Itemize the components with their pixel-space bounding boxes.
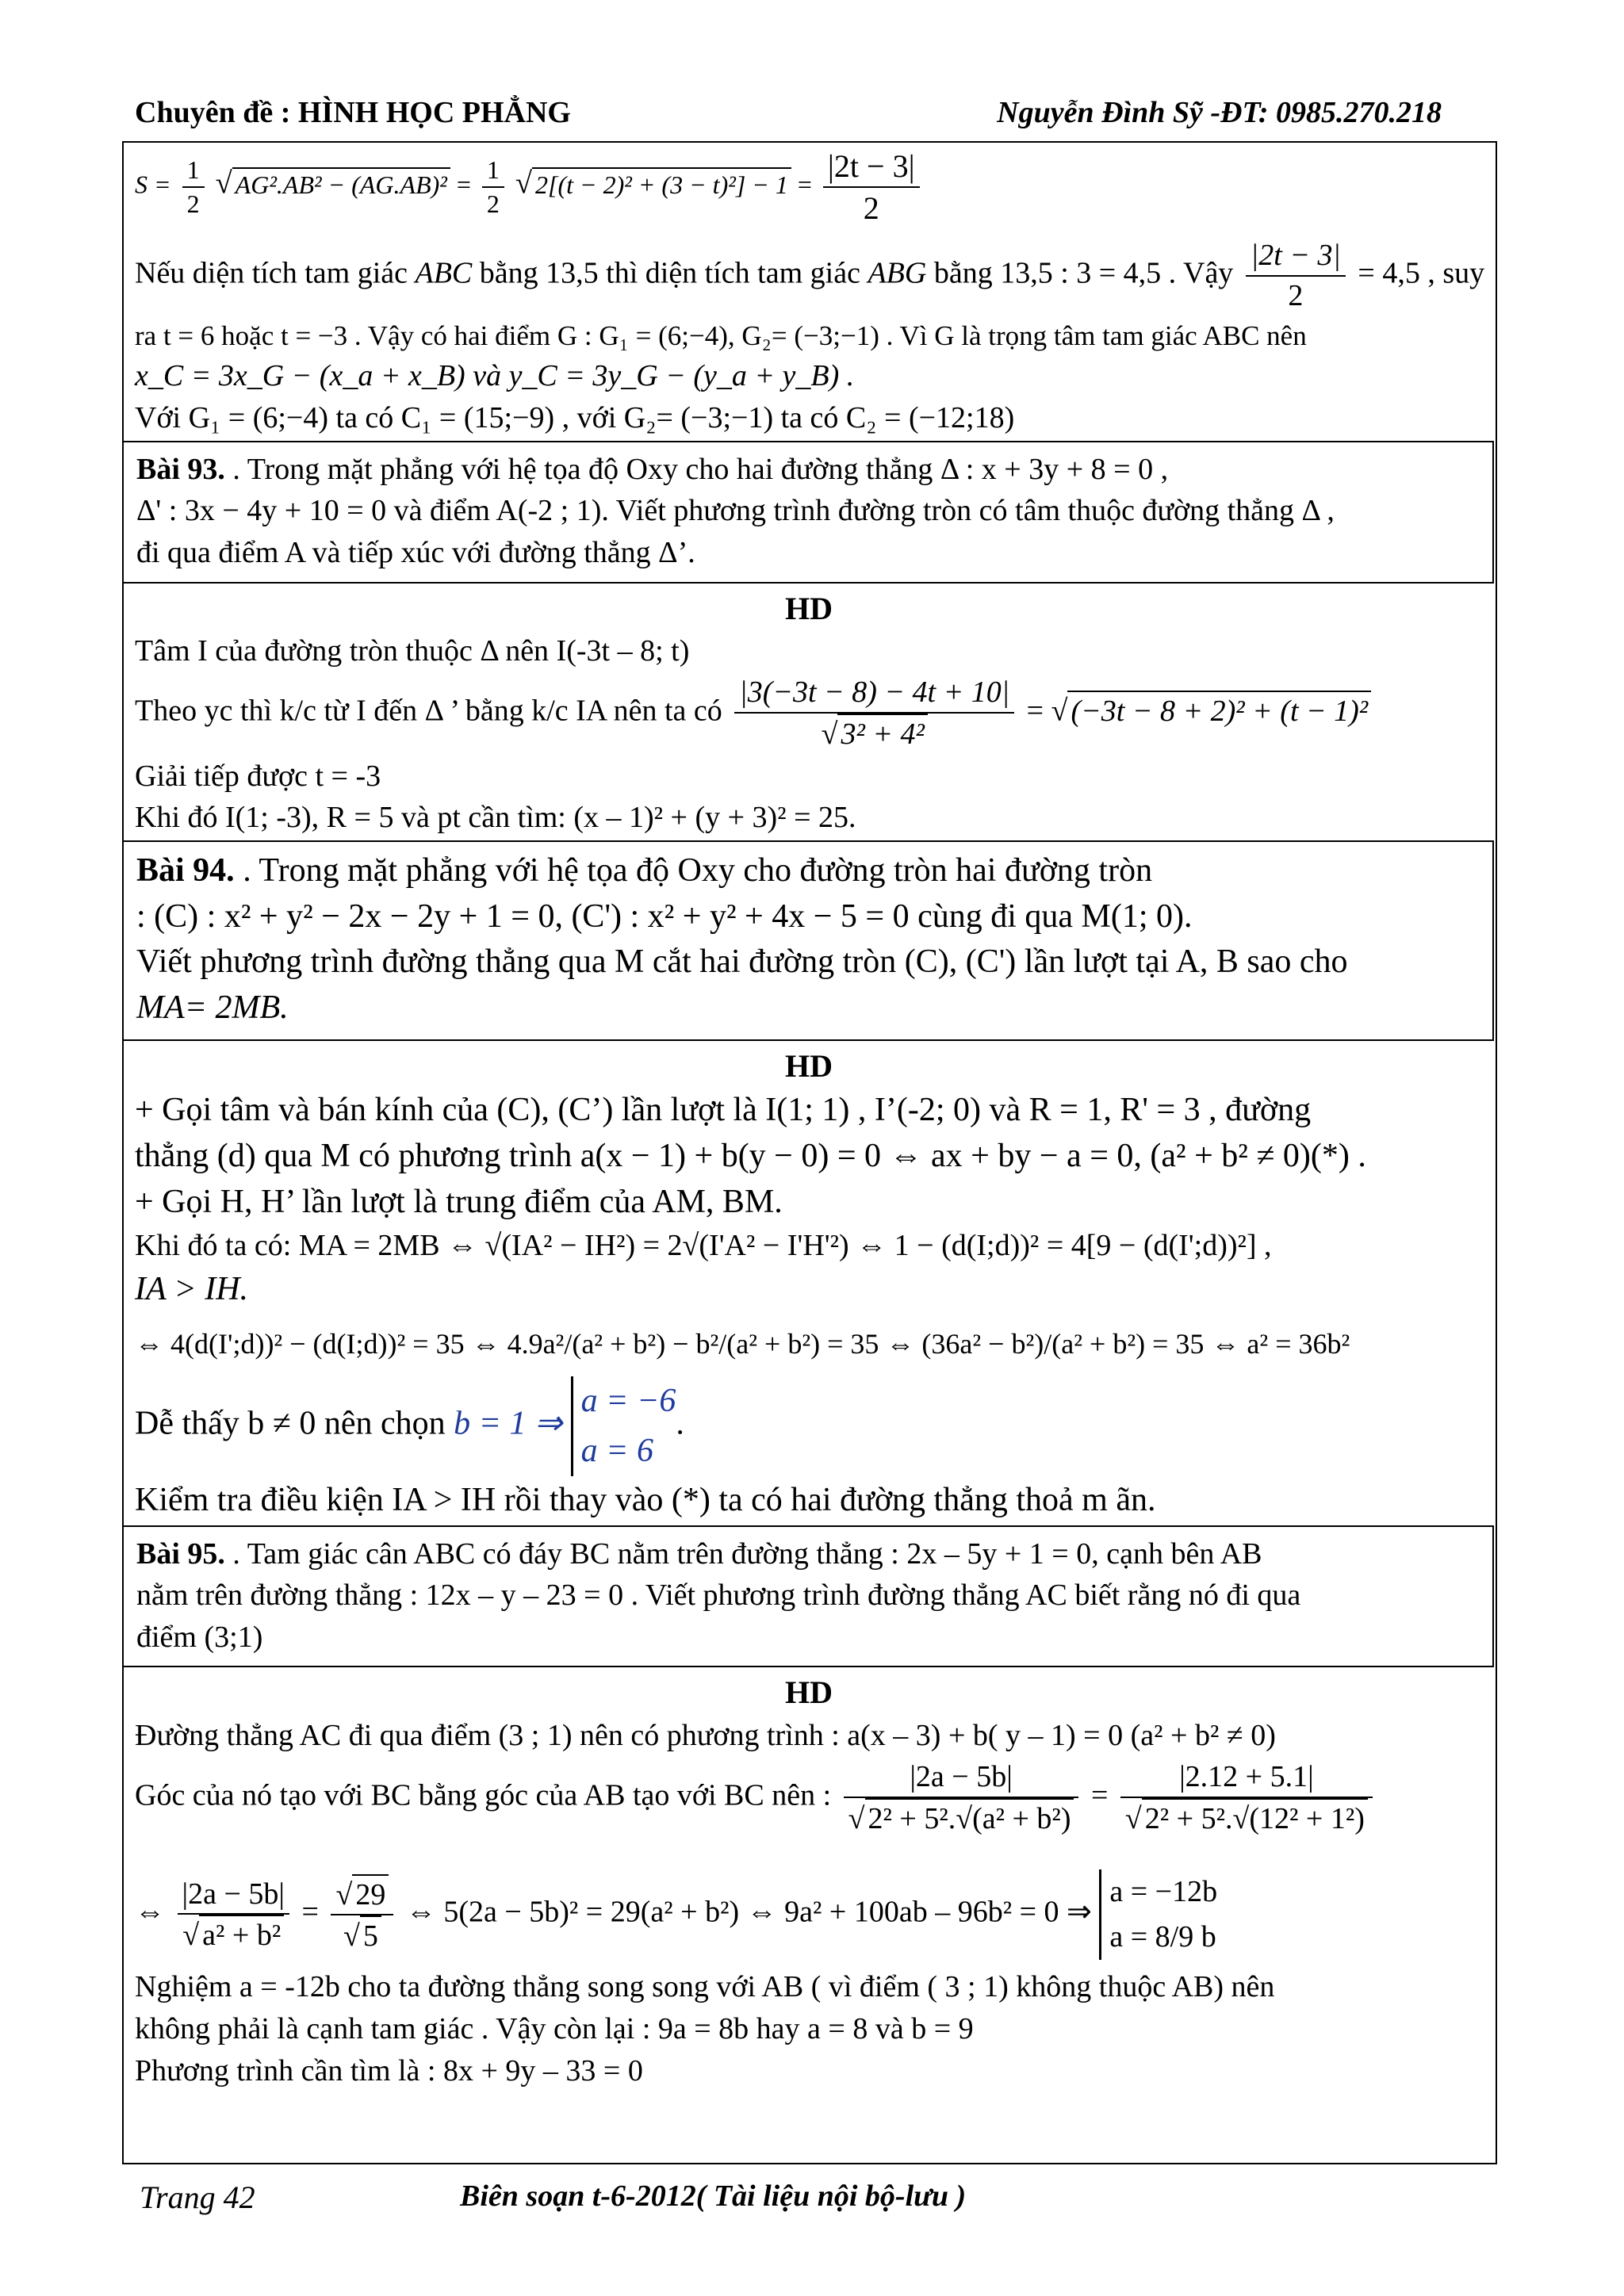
solution-line: Khi đó ta có: MA = 2MB ⇔ √(IA² − IH²) = 2√(I'A² − I'H'²) ⇔ 1 − (d(I;d))² = 4[9 − (d(I';d))²] ,	[135, 1229, 1272, 1263]
solution-line: + Gọi H, H’ lần lượt là trung điểm của AM, BM.	[135, 1183, 783, 1220]
problem-text: điểm (3;1)	[136, 1620, 263, 1654]
footer-note: Biên soạn t-6-2012( Tài liệu nội bộ-lưu )	[460, 2179, 967, 2213]
solution-line: ⇔ 4(d(I';d))² − (d(I;d))² = 35 ⇔ 4.9a²/(a² + b²) − b²/(a² + b²) = 35 ⇔ (36a² − b²)/(a² + b²) = 35 ⇔ a² = 36b²	[135, 1327, 1350, 1360]
solution-line: không phải là cạnh tam giác . Vậy còn lại : 9a = 8b hay a = 8 và b = 9	[135, 2012, 974, 2046]
solution-95	[135, 1672, 1483, 2090]
c-points: Với G₁ = (6;−4) ta có C₁ = (15;−9) , với G₂= (−3;−1) ta có C₂ = (−12;18)	[135, 401, 1015, 435]
solution-93	[135, 588, 1483, 837]
solution-line: IA > IH.	[135, 1270, 249, 1307]
prev-solution	[135, 146, 1483, 438]
fraction-result: $\frac{|2t - 3|}{2}$	[823, 146, 920, 228]
quadratic-equation: ⇔ $\frac{|2a - 5b|}{\text{√ a² + b²}}$ = $\frac{√ 29}{√ 5}$ ⇔ 5(2a − 5b)² = 29(a² + b²) ⇔ 9a² + 100ab – 96b² = 0 ⇒ a = −12b a = 8/9 b	[135, 1869, 1483, 1960]
sqrt-term-2: 2[(t − 2)² + (3 − t)²] − 1	[532, 167, 791, 201]
problem-text: MA= 2MB.	[136, 989, 289, 1027]
hd-heading: HD	[785, 590, 833, 626]
solution-94	[135, 1046, 1483, 1522]
page-content	[135, 143, 1483, 2093]
solution-line: Nghiệm a = -12b cho ta đường thẳng song song với AB ( vì điểm ( 3 ; 1) không thuộc AB) nên	[135, 1970, 1275, 2004]
solution-equation: Theo yc thì k/c từ I đến Δ ’ bằng k/c IA nên ta có $\frac{|3(-3t - 8) - 4t + 10|}{\text{√ 3² + 4²}}$ = √ (−3t − 8 + 2)² + (t − 1)²	[135, 673, 1483, 753]
solution-line: + Gọi tâm và bán kính của (C), (C’) lần lượt là I(1; 1) , I’(-2; 0) và R = 1, R' = 3 , đường	[135, 1092, 1312, 1129]
case-bracket: a = −12b a = 8/9 b	[1099, 1869, 1217, 1960]
problem-text: Viết phương trình đường thẳng qua M cắt hai đường tròn (C), (C') lần lượt tại A, B sao cho	[136, 943, 1348, 981]
problem-95: Bài 95. . Tam giác cân ABC có đáy BC nằm trên đường thẳng : 2x – 5y + 1 = 0, cạnh bên AB nằm trên đường thẳng : 12x – y – 23 = 0 . Viết phương trình đường thẳng AC biết rằng nó đi qua điểm (3;1)	[122, 1525, 1494, 1668]
angle-equation: Góc của nó tạo với BC bằng góc của AB tạo với BC nên : $\frac{|2a - 5b|}{\text{√ 2² + 5².√(a² + b²)}}$ = $\frac{|2.12 + 5.1|}{\text{√ 2² + 5².√(12² + 1²)}}$	[135, 1758, 1483, 1838]
case-bracket: a = −6 a = 6	[571, 1376, 676, 1476]
problem-text: đi qua điểm A và tiếp xúc với đường thẳng Δ’.	[136, 535, 695, 569]
solution-line: Phương trình cần tìm là : 8x + 9y – 33 = 0	[135, 2053, 643, 2087]
c-coordinates-formula: x_C = 3x_G − (x_a + x_B) và y_C = 3y_G − (y_a + y_B) .	[135, 359, 855, 393]
header-author: Nguyễn Đình Sỹ -ĐT: 0985.270.218	[997, 96, 1442, 129]
hd-heading: HD	[785, 1047, 833, 1084]
area-paragraph: Nếu diện tích tam giác ABC bằng 13,5 thì diện tích tam giác ABG bằng 13,5 : 3 = 4,5 . Vậy $\frac{|2t - 3|}{2}$ = 4,5 , suy	[135, 236, 1483, 315]
problem-label: Bài 93.	[136, 452, 225, 486]
solution-line: Kiểm tra điều kiện IA > IH rồi thay vào (*) ta có hai đường thẳng thoả m ãn.	[135, 1481, 1156, 1518]
problem-text: : (C) : x² + y² − 2x − 2y + 1 = 0, (C') : x² + y² + 4x − 5 = 0 cùng đi qua M(1; 0).	[136, 897, 1193, 935]
fraction-abs: $\frac{|2t - 3|}{2}$	[1246, 236, 1346, 315]
problem-94: Bài 94. . Trong mặt phẳng với hệ tọa độ Oxy cho đường tròn hai đường tròn : (C) : x² + y² − 2x − 2y + 1 = 0, (C') : x² + y² + 4x − 5 = 0 cùng đi qua M(1; 0). Viết phương trình đường thẳng qua M cắt hai đường tròn (C), (C') lần lượt tại A, B sao cho MA= 2MB.	[122, 840, 1494, 1041]
problem-text: nằm trên đường thẳng : 12x – y – 23 = 0 . Viết phương trình đường thẳng AC biết rằng nó đi qua	[136, 1578, 1301, 1613]
fraction-half-2: $\frac{1}{2}$	[482, 154, 504, 220]
solution-line: Giải tiếp được t = -3	[135, 759, 381, 793]
solution-line: Khi đó I(1; -3), R = 5 và pt cần tìm: (x – 1)² + (y + 3)² = 25.	[135, 801, 856, 835]
hd-heading: HD	[785, 1674, 833, 1711]
footer-page-number: Trang 42	[140, 2179, 255, 2215]
solution-choice: Dễ thấy b ≠ 0 nên chọn b = 1 ⇒ a = −6 a = 6 .	[135, 1376, 1483, 1476]
problem-label: Bài 94.	[136, 851, 235, 889]
sqrt-term-1: AG².AB² − (AG.AB)²	[232, 167, 450, 201]
g-points: ra t = 6 hoặc t = −3 . Vậy có hai điểm G : G₁ = (6;−4), G₂= (−3;−1) . Vì G là trọng tâm tam giác ABC nên	[135, 320, 1307, 351]
problem-text: Δ' : 3x − 4y + 10 = 0 và điểm A(-2 ; 1). Viết phương trình đường tròn có tâm thuộc đường thẳng Δ ,	[136, 494, 1335, 528]
area-formula: S = $\frac{1}{2}$ √ AG².AB² − (AG.AB)² = $\frac{1}{2}$ √ 2[(t − 2)² + (3 − t)²] − 1 = $\frac{|2t - 3|}{2}$	[135, 146, 1483, 228]
formula-s: S =	[135, 170, 178, 199]
problem-93: Bài 93. . Trong mặt phẳng với hệ tọa độ Oxy cho hai đường thẳng Δ : x + 3y + 8 = 0 , Δ' : 3x − 4y + 10 = 0 và điểm A(-2 ; 1). Viết phương trình đường tròn có tâm thuộc đường thẳng Δ , đi qua điểm A và tiếp xúc với đường thẳng Δ’.	[122, 441, 1494, 584]
solution-line: Đường thẳng AC đi qua điểm (3 ; 1) nên có phương trình : a(x – 3) + b( y – 1) = 0 (a² + b² ≠ 0)	[135, 1718, 1276, 1752]
header-topic: Chuyên đề : HÌNH HỌC PHẲNG	[135, 96, 571, 129]
problem-label: Bài 95.	[136, 1536, 225, 1571]
solution-line: thẳng (d) qua M có phương trình a(x − 1) + b(y − 0) = 0 ⇔ ax + by − a = 0, (a² + b² ≠ 0)(*) .	[135, 1137, 1366, 1174]
fraction-half: $\frac{1}{2}$	[182, 154, 205, 220]
solution-line: Tâm I của đường tròn thuộc Δ nên I(-3t – 8; t)	[135, 633, 690, 668]
